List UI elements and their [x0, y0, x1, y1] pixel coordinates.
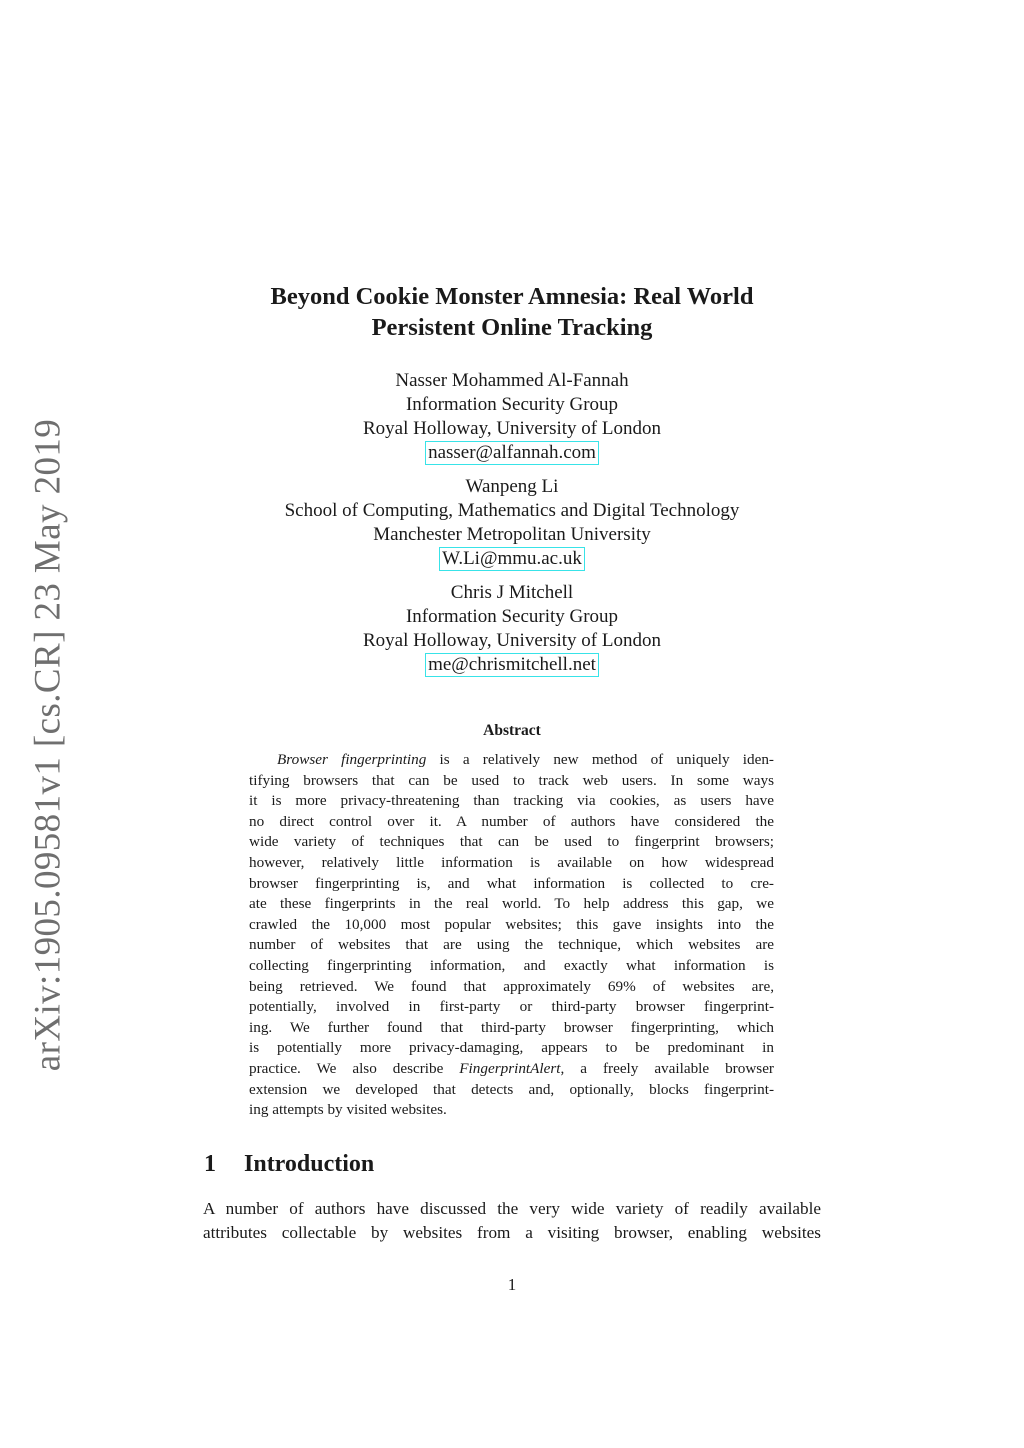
abstract-line: however, relatively little information is available on how widespread — [249, 853, 774, 871]
section-number: 1 — [204, 1151, 216, 1177]
abstract-heading: Abstract — [483, 722, 541, 739]
author-affiliation: Royal Holloway, University of London — [363, 418, 661, 439]
author-affiliation: School of Computing, Mathematics and Digital Technology — [284, 500, 740, 521]
abstract-line: ing attempts by visited websites. — [249, 1101, 447, 1119]
abstract-line: potentially, involved in first-party or third-party browser fingerprint- — [249, 998, 774, 1016]
abstract-line: browser fingerprinting is, and what information is collected to cre- — [249, 874, 774, 892]
author-affiliation: Manchester Metropolitan University — [373, 524, 651, 545]
author-affiliation: Royal Holloway, University of London — [363, 630, 661, 651]
italic-term: Browser fingerprinting — [277, 751, 427, 768]
abstract-line: wide variety of techniques that can be used to fingerprint browsers; — [249, 833, 774, 851]
abstract-body — [249, 750, 774, 1121]
abstract-line: practice. We also describe FingerprintAlert, a freely available browser — [249, 1059, 774, 1077]
abstract-line: Browser fingerprinting is a relatively new method of uniquely iden- — [277, 751, 774, 768]
abstract-line: crawled the 10,000 most popular websites; this gave insights into the — [249, 915, 774, 933]
author-affiliation: Information Security Group — [405, 394, 619, 415]
author-affiliation: Information Security Group — [405, 606, 619, 627]
abstract-line: collecting fingerprinting information, and exactly what information is — [249, 956, 774, 974]
italic-term: FingerprintAlert — [459, 1059, 561, 1077]
abstract-line: ate these fingerprints in the real world. To help address this gap, we — [249, 895, 774, 913]
title-line-2: Persistent Online Tracking — [371, 314, 653, 341]
abstract-line: it is more privacy-threatening than tracking via cookies, as users have — [249, 792, 774, 810]
author-block-3 — [0, 581, 1024, 677]
title-line-1: Beyond Cookie Monster Amnesia: Real World — [270, 283, 754, 310]
abstract-line: tifying browsers that can be used to track web users. In some ways — [249, 771, 774, 789]
abstract-line: ing. We further found that third-party browser fingerprinting, which — [249, 1018, 774, 1036]
intro-paragraph — [203, 1197, 821, 1245]
author-name: Nasser Mohammed Al-Fannah — [395, 370, 629, 391]
author-email-link[interactable]: W.Li@mmu.ac.uk — [439, 547, 585, 571]
author-email-link[interactable]: nasser@alfannah.com — [425, 441, 599, 465]
author-block-2 — [0, 475, 1024, 571]
author-block-1 — [0, 369, 1024, 465]
abstract-line: extension we developed that detects and, optionally, blocks fingerprint- — [249, 1080, 774, 1098]
intro-line: attributes collectable by websites from a visiting browser, enabling websites — [203, 1223, 821, 1242]
abstract-line: is potentially more privacy-damaging, appears to be predominant in — [249, 1039, 774, 1057]
abstract-line: being retrieved. We found that approximately 69% of websites are, — [249, 977, 774, 995]
intro-line: A number of authors have discussed the very wide variety of readily available — [203, 1199, 821, 1218]
page-number: 1 — [507, 1275, 517, 1294]
author-list — [0, 369, 1024, 687]
arxiv-identifier: arXiv:1905.09581v1 [cs.CR] 23 May 2019 — [27, 418, 69, 1072]
paper-title — [0, 281, 1024, 343]
author-name: Wanpeng Li — [465, 476, 559, 497]
author-email-link[interactable]: me@chrismitchell.net — [425, 653, 599, 677]
abstract-line: number of websites that are using the technique, which websites are — [249, 936, 774, 954]
section-heading — [204, 1151, 374, 1178]
abstract-line: no direct control over it. A number of authors have considered the — [249, 812, 774, 830]
author-name: Chris J Mitchell — [450, 582, 574, 603]
section-title: Introduction — [244, 1151, 375, 1177]
